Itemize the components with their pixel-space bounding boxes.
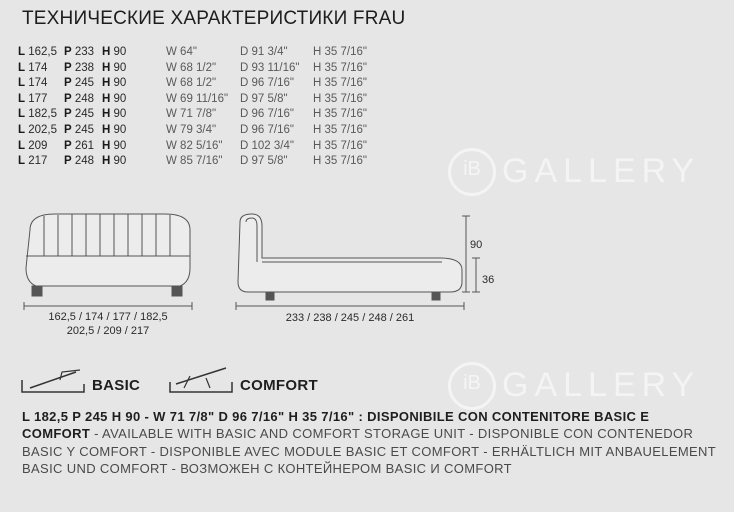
page-title: ТЕХНИЧЕСКИЕ ХАРАКТЕРИСТИКИ FRAU <box>22 8 406 29</box>
storage-basic-icon <box>22 370 84 392</box>
watermark-text: GALLERY <box>502 366 701 404</box>
availability-description <box>22 408 718 477</box>
dimension-hi: H 35 7/16" <box>313 155 367 168</box>
width-label: 162,5 / 174 / 177 / 182,5 <box>48 311 168 323</box>
dimension-h: H 90 <box>102 61 127 74</box>
dimension-hi: H 35 7/16" <box>313 61 367 74</box>
side-view <box>236 214 483 310</box>
dimension-p: P 248 <box>64 92 95 105</box>
dimension-h: H 90 <box>102 77 127 90</box>
dimension-l: L 209 <box>18 139 48 152</box>
dimension-d: D 93 11/16" <box>240 61 300 74</box>
watermark-text: GALLERY <box>502 152 701 190</box>
dimension-hi: H 35 7/16" <box>313 139 367 152</box>
dimension-hi: H 35 7/16" <box>313 77 367 90</box>
dimension-w: W 68 1/2" <box>166 61 217 74</box>
dimension-l: L 162,5 <box>18 46 58 58</box>
dimension-h: H 90 <box>102 123 127 136</box>
dimension-h: H 90 <box>102 92 127 105</box>
height-frame-label: 36 <box>482 274 495 286</box>
dimension-l: L 174 <box>18 77 48 90</box>
dimension-l: L 202,5 <box>18 123 58 136</box>
height-total-label: 90 <box>470 239 483 251</box>
dimension-p: P 245 <box>64 108 95 121</box>
dimension-h: H 90 <box>102 108 127 121</box>
storage-comfort-icon <box>170 368 232 392</box>
dimension-h: H 90 <box>102 139 127 152</box>
dimension-p: P 261 <box>64 139 95 152</box>
watermark-logo-icon: iB <box>448 148 496 196</box>
width-label: 202,5 / 209 / 217 <box>66 325 150 337</box>
dimension-d: D 96 7/16" <box>240 77 294 90</box>
dimension-p: P 245 <box>64 123 95 136</box>
dimension-l: L 177 <box>18 92 48 105</box>
dimension-l: L 182,5 <box>18 108 58 121</box>
dimension-hi: H 35 7/16" <box>313 123 367 136</box>
dimension-h: H 90 <box>102 155 127 168</box>
basic-label: BASIC <box>92 377 141 394</box>
dimension-hi: H 35 7/16" <box>313 46 367 58</box>
dimension-p: P 245 <box>64 77 95 90</box>
dimension-w: W 68 1/2" <box>166 77 217 90</box>
dimension-d: D 91 3/4" <box>240 46 288 58</box>
description-rest: - AVAILABLE WITH BASIC AND COMFORT STORAGE UNIT - DISPONIBLE CON CONTENEDOR BASIC Y COMFORT - DISPONIBLE AVEC MODULE BASIC ET COMFORT - ERHÄLTLICH MIT ANBAUELEMENT BASIC UND COMFORT - ВОЗМОЖЕН С КОНТЕЙНЕРОМ BASIC И COMFORT <box>22 426 716 476</box>
dimension-p: P 248 <box>64 155 95 168</box>
dimension-d: D 97 5/8" <box>240 155 288 168</box>
dimension-hi: H 35 7/16" <box>313 92 367 105</box>
dimension-p: P 233 <box>64 46 95 58</box>
dimension-hi: H 35 7/16" <box>313 108 367 121</box>
dimension-w: W 82 5/16" <box>166 139 223 152</box>
dimension-w: W 69 11/16" <box>166 92 229 105</box>
length-label: 233 / 238 / 245 / 248 / 261 <box>285 312 415 324</box>
dimension-d: D 102 3/4" <box>240 139 294 152</box>
dimension-l: L 217 <box>18 155 48 168</box>
comfort-label: COMFORT <box>240 377 318 394</box>
front-view <box>24 214 192 310</box>
dimension-w: W 85 7/16" <box>166 155 223 168</box>
dimension-w: W 71 7/8" <box>166 108 217 121</box>
dimension-w: W 79 3/4" <box>166 123 217 136</box>
watermark-logo-icon: iB <box>448 362 496 410</box>
dimension-p: P 238 <box>64 61 95 74</box>
dimension-d: D 96 7/16" <box>240 108 294 121</box>
description-lead: L 182,5 P 245 H 90 - W 71 7/8" D 96 7/16" H 35 7/16" : DISPONIBILE CON CONTENITORE BASIC E COMFORT <box>22 409 650 442</box>
dimension-d: D 96 7/16" <box>240 123 294 136</box>
dimension-l: L 174 <box>18 61 48 74</box>
dimension-h: H 90 <box>102 46 127 58</box>
dimension-d: D 97 5/8" <box>240 92 288 105</box>
dimension-w: W 64" <box>166 46 197 58</box>
